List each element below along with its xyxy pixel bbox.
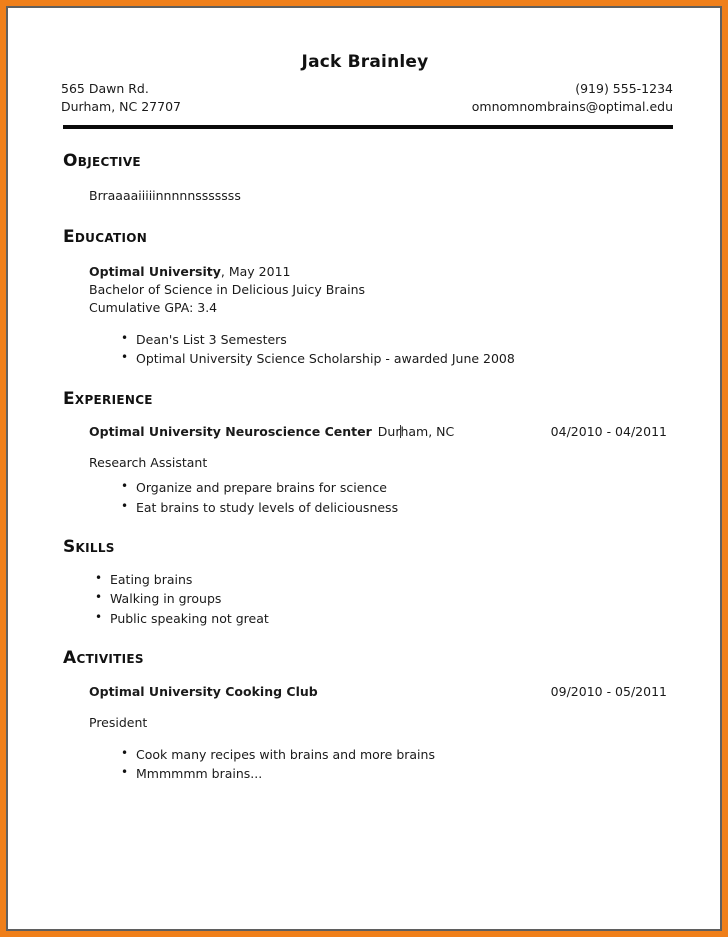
email-address: omnomnombrains@optimal.edu: [471, 98, 673, 114]
list-item: • Mmmmmm brains...: [121, 764, 673, 783]
experience-role: Research Assistant: [89, 455, 208, 471]
experience-bullet-list: [89, 478, 673, 517]
education-gpa: Cumulative GPA: 3.4: [89, 300, 218, 315]
list-item: • Public speaking not great: [95, 609, 673, 628]
section-heading-education: Education: [63, 227, 148, 248]
activities-bullet-list: [89, 745, 673, 784]
experience-dates: 04/2010 - 04/2011: [550, 424, 667, 440]
experience-employer-and-location: [89, 424, 454, 439]
section-education: [8, 228, 722, 368]
experience-location: [378, 424, 454, 439]
list-item: • Dean's List 3 Semesters: [121, 330, 673, 349]
resume-page-inner-frame: [6, 6, 722, 931]
experience-header-row: [89, 424, 673, 439]
experience-entry: [89, 424, 673, 517]
activities-dates: 09/2010 - 05/2011: [550, 683, 667, 699]
header-divider-rule: [63, 125, 673, 129]
list-item: • Cook many recipes with brains and more brains: [121, 745, 673, 764]
list-item: • Walking in groups: [95, 589, 673, 608]
phone-number: (919) 555-1234: [575, 81, 673, 96]
experience-employer: Optimal University Neuroscience Center: [89, 424, 372, 440]
list-item: • Eating brains: [95, 570, 673, 589]
activities-entry: [89, 684, 673, 784]
education-graduation-date: , May 2011: [220, 264, 291, 279]
experience-location-part-2: ham, NC: [400, 424, 455, 440]
list-item: • Organize and prepare brains for science: [121, 478, 673, 497]
education-bullet-list: [89, 330, 673, 369]
contact-address: [61, 80, 181, 116]
list-item: • Eat brains to study levels of deliciousness: [121, 498, 673, 517]
address-line-1: 565 Dawn Rd.: [61, 81, 149, 96]
objective-text: Brraaaaiiiiinnnnnsssssss: [89, 188, 241, 204]
skills-bullet-list: [63, 570, 673, 628]
list-item: • Optimal University Science Scholarship - awarded June 2008: [121, 349, 673, 368]
education-degree: Bachelor of Science in Delicious Juicy Brains: [89, 282, 366, 297]
activities-organization: Optimal University Cooking Club: [89, 683, 318, 699]
resume-sheet: [8, 8, 722, 929]
experience-location-part-1: Dur: [377, 424, 401, 440]
section-heading-skills: Skills: [63, 537, 115, 558]
contact-block: [8, 72, 722, 116]
section-heading-activities: Activities: [63, 648, 144, 668]
section-skills: [8, 538, 722, 628]
activities-header-row: [89, 684, 673, 699]
section-experience: [8, 390, 722, 517]
education-school-name: Optimal University: [89, 264, 221, 279]
section-objective: [8, 152, 722, 206]
section-heading-objective: Objective: [63, 150, 141, 171]
candidate-name: Jack Brainley: [301, 52, 429, 72]
education-school-line: [89, 263, 673, 281]
address-line-2: Durham, NC 27707: [61, 98, 181, 114]
activities-role: President: [89, 714, 148, 730]
section-heading-experience: Experience: [63, 388, 153, 409]
contact-details: [472, 80, 673, 116]
section-activities: [8, 649, 722, 783]
education-entry: [89, 263, 673, 369]
